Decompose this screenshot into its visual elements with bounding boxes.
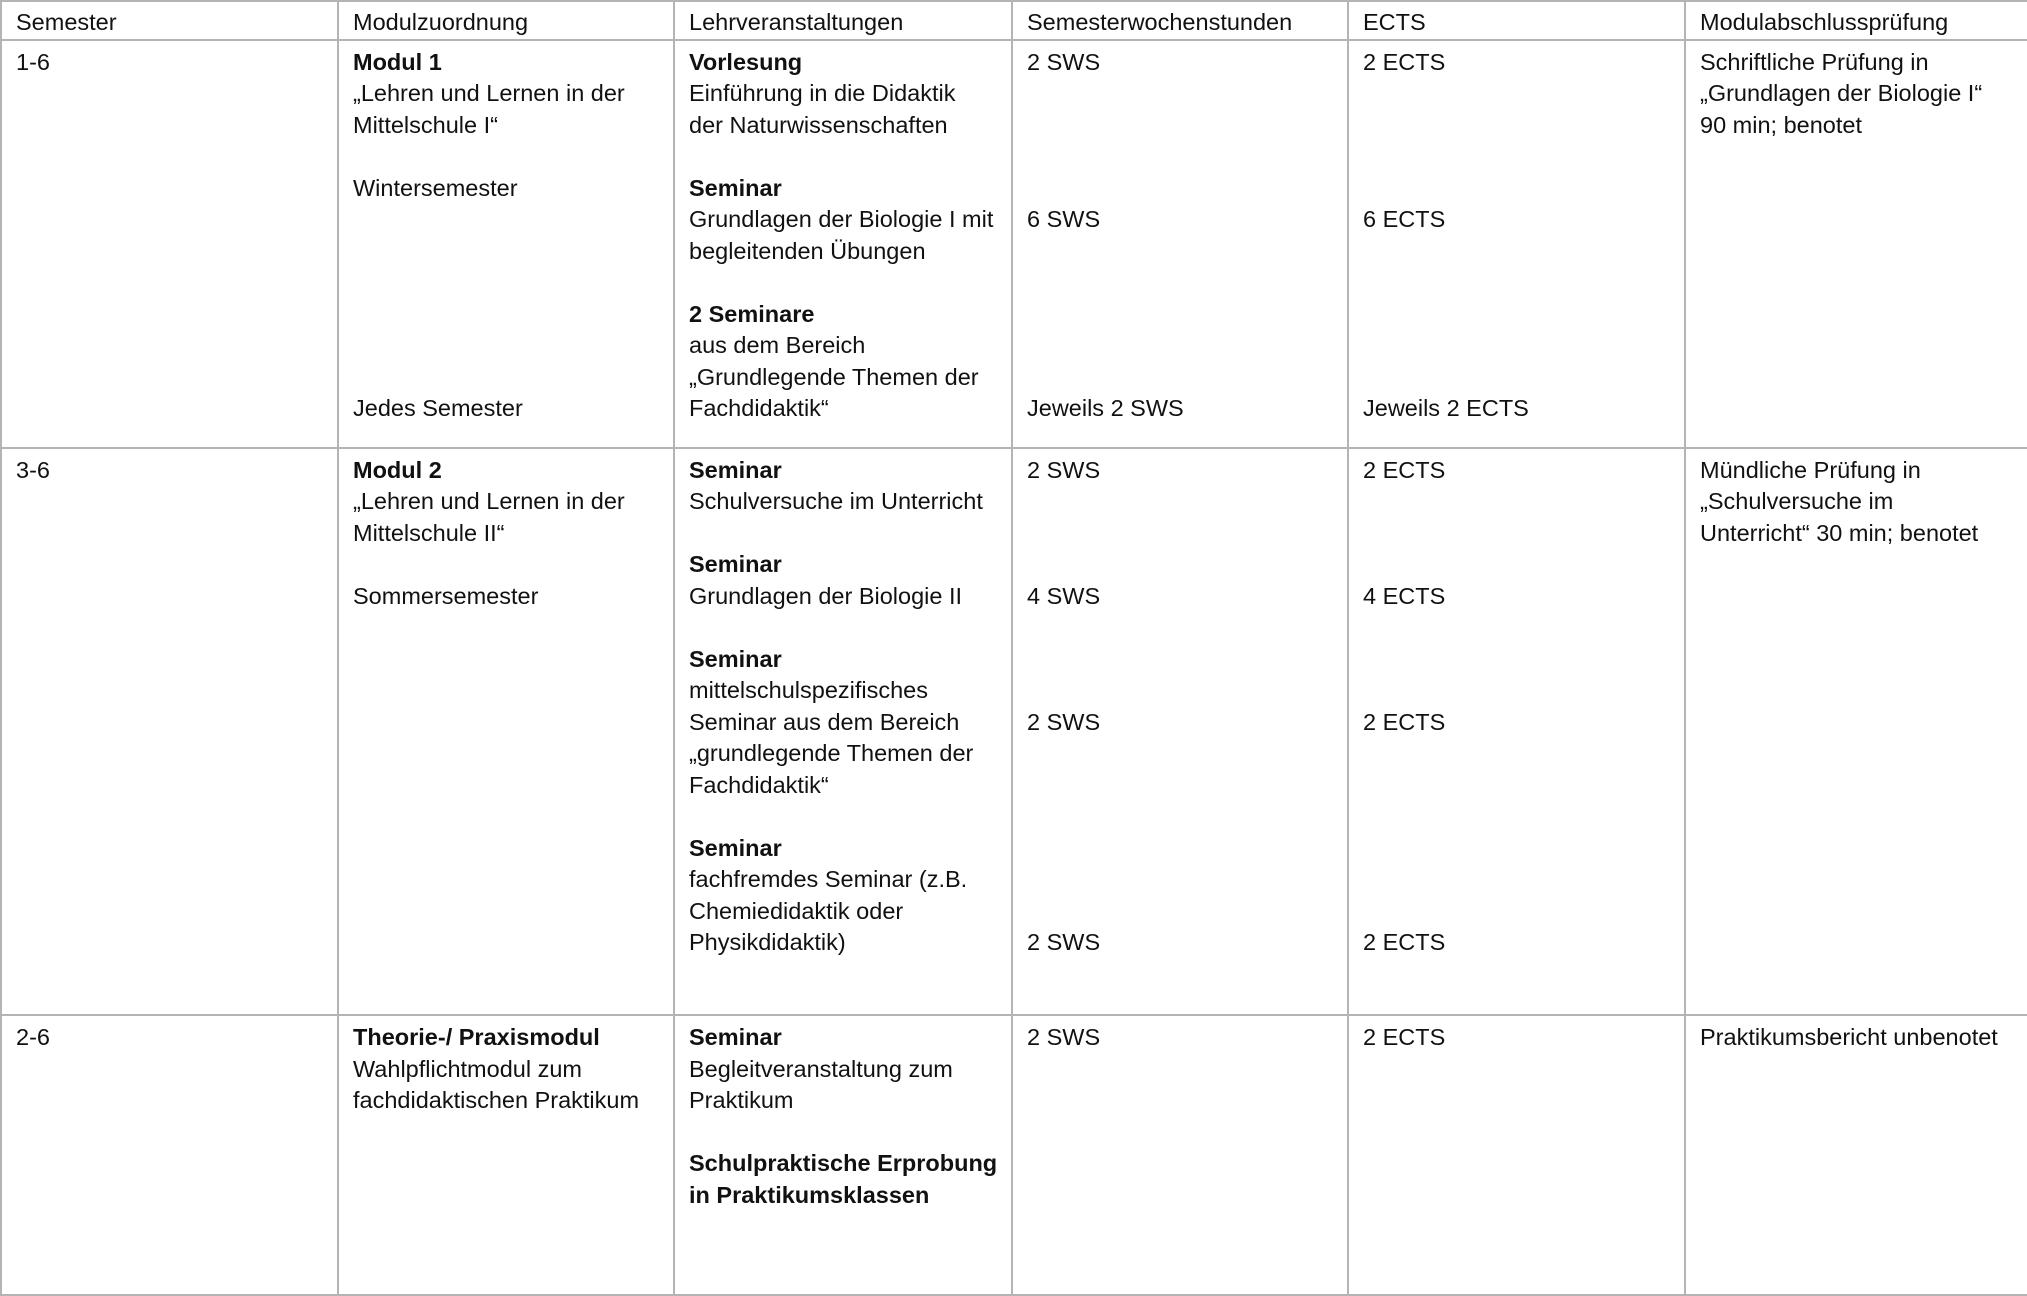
- course-desc: der Naturwissenschaften: [689, 111, 948, 138]
- sws-cell: [1012, 1015, 1348, 1295]
- ects-value: 6 ECTS: [1363, 206, 1446, 232]
- pruefung-cell: [1685, 1015, 2027, 1295]
- course-desc: „Grundlegende Themen der: [689, 363, 979, 390]
- course-desc: Grundlagen der Biologie I mit: [689, 206, 994, 232]
- modul-name-line: „Lehren und Lernen in der: [353, 488, 625, 515]
- course-type: Seminar: [689, 1024, 782, 1051]
- course-type: Schulpraktische Erprobung: [689, 1150, 998, 1177]
- pruefung-text: „Grundlagen der Biologie I“: [1700, 80, 1983, 106]
- table-row: [1, 1015, 2027, 1295]
- sws-value: Jeweils 2 SWS: [1027, 395, 1184, 421]
- course-desc: mittelschulspezifisches: [689, 677, 929, 704]
- header-semesterwochenstunden: Semesterwochenstunden: [1012, 1, 1348, 40]
- course-desc: Seminar aus dem Bereich: [689, 708, 960, 735]
- ects-cell: [1348, 1015, 1685, 1295]
- pruefung-text: Mündliche Prüfung in: [1700, 456, 1921, 483]
- pruefung-text: „Schulversuche im: [1700, 488, 1894, 515]
- pruefung-text: 90 min; benotet: [1700, 111, 1862, 138]
- modul-term: Jedes Semester: [353, 395, 523, 421]
- course-desc: Fachdidaktik“: [689, 395, 829, 421]
- course-desc: Begleitveranstaltung zum: [689, 1055, 953, 1082]
- modul-cell: [338, 40, 674, 448]
- sws-value: 2 SWS: [1027, 929, 1101, 956]
- semester-cell: [1, 40, 338, 448]
- header-modulzuordnung: Modulzuordnung: [338, 1, 674, 40]
- course-type: Seminar: [689, 645, 782, 672]
- courses-cell: [674, 40, 1012, 448]
- modul-name-line: Mittelschule I“: [353, 111, 498, 138]
- course-type: Seminar: [689, 551, 782, 578]
- course-type: Seminar: [689, 834, 782, 861]
- modul-name-line: fachdidaktischen Praktikum: [353, 1087, 640, 1114]
- ects-value: 2 ECTS: [1363, 456, 1446, 483]
- header-lehrveranstaltungen: Lehrveranstaltungen: [674, 1, 1012, 40]
- course-desc: Chemiedidaktik oder: [689, 897, 904, 924]
- header-semester: Semester: [1, 1, 338, 40]
- pruefung-text: Praktikumsbericht unbenotet: [1700, 1024, 1998, 1051]
- header-ects: ECTS: [1348, 1, 1685, 40]
- modul-cell: [338, 448, 674, 1015]
- sws-value: 6 SWS: [1027, 206, 1101, 232]
- course-desc: Fachdidaktik“: [689, 771, 829, 798]
- pruefung-cell: [1685, 448, 2027, 1015]
- modul-name-line: Wahlpflichtmodul zum: [353, 1055, 582, 1082]
- courses-cell: [674, 1015, 1012, 1295]
- ects-cell: [1348, 40, 1685, 448]
- course-desc: fachfremdes Seminar (z.B.: [689, 866, 968, 893]
- pruefung-text: Schriftliche Prüfung in: [1700, 48, 1929, 75]
- modul-cell: [338, 1015, 674, 1295]
- sws-value: 2 SWS: [1027, 48, 1101, 75]
- modul-name-line: „Lehren und Lernen in der: [353, 80, 625, 106]
- modul-name-line: Mittelschule II“: [353, 519, 505, 546]
- ects-value: 2 ECTS: [1363, 48, 1446, 75]
- modul-title: Modul 1: [353, 48, 442, 75]
- table-row: [1, 40, 2027, 448]
- sws-value: 2 SWS: [1027, 1024, 1101, 1051]
- course-type: Seminar: [689, 456, 782, 483]
- table-row: [1, 448, 2027, 1015]
- ects-value: 4 ECTS: [1363, 582, 1446, 609]
- semester-value: 1-6: [16, 48, 50, 75]
- semester-value: 3-6: [16, 456, 50, 483]
- ects-value: 2 ECTS: [1363, 929, 1446, 956]
- course-type: Vorlesung: [689, 48, 803, 75]
- course-desc: Einführung in die Didaktik: [689, 80, 956, 106]
- modul-title: Modul 2: [353, 456, 442, 483]
- ects-value: 2 ECTS: [1363, 708, 1446, 735]
- semester-cell: [1, 1015, 338, 1295]
- sws-cell: [1012, 40, 1348, 448]
- pruefung-cell: [1685, 40, 2027, 448]
- course-type: in Praktikumsklassen: [689, 1181, 930, 1208]
- course-desc: begleitenden Übungen: [689, 237, 926, 264]
- modul-term: Wintersemester: [353, 174, 518, 201]
- ects-value: 2 ECTS: [1363, 1024, 1446, 1051]
- pruefung-text: Unterricht“ 30 min; benotet: [1700, 519, 1979, 546]
- course-type: Seminar: [689, 174, 782, 201]
- modul-title: Theorie-/ Praxismodul: [353, 1024, 600, 1051]
- course-desc: Grundlagen der Biologie II: [689, 582, 963, 609]
- ects-value: Jeweils 2 ECTS: [1363, 395, 1529, 421]
- sws-value: 2 SWS: [1027, 708, 1101, 735]
- sws-value: 2 SWS: [1027, 456, 1101, 483]
- semester-value: 2-6: [16, 1024, 50, 1051]
- modul-term: Sommersemester: [353, 582, 539, 609]
- sws-cell: [1012, 448, 1348, 1015]
- course-desc: aus dem Bereich: [689, 332, 866, 358]
- course-type: 2 Seminare: [689, 300, 815, 327]
- semester-cell: [1, 448, 338, 1015]
- course-desc: Praktikum: [689, 1087, 794, 1114]
- course-desc: Physikdidaktik): [689, 929, 846, 956]
- courses-cell: [674, 448, 1012, 1015]
- course-desc: Schulversuche im Unterricht: [689, 488, 983, 515]
- ects-cell: [1348, 448, 1685, 1015]
- course-desc: „grundlegende Themen der: [689, 740, 974, 767]
- sws-value: 4 SWS: [1027, 582, 1101, 609]
- header-modulabschlusspruefung: Modulabschlussprüfung: [1685, 1, 2027, 40]
- header-row: [1, 1, 2027, 40]
